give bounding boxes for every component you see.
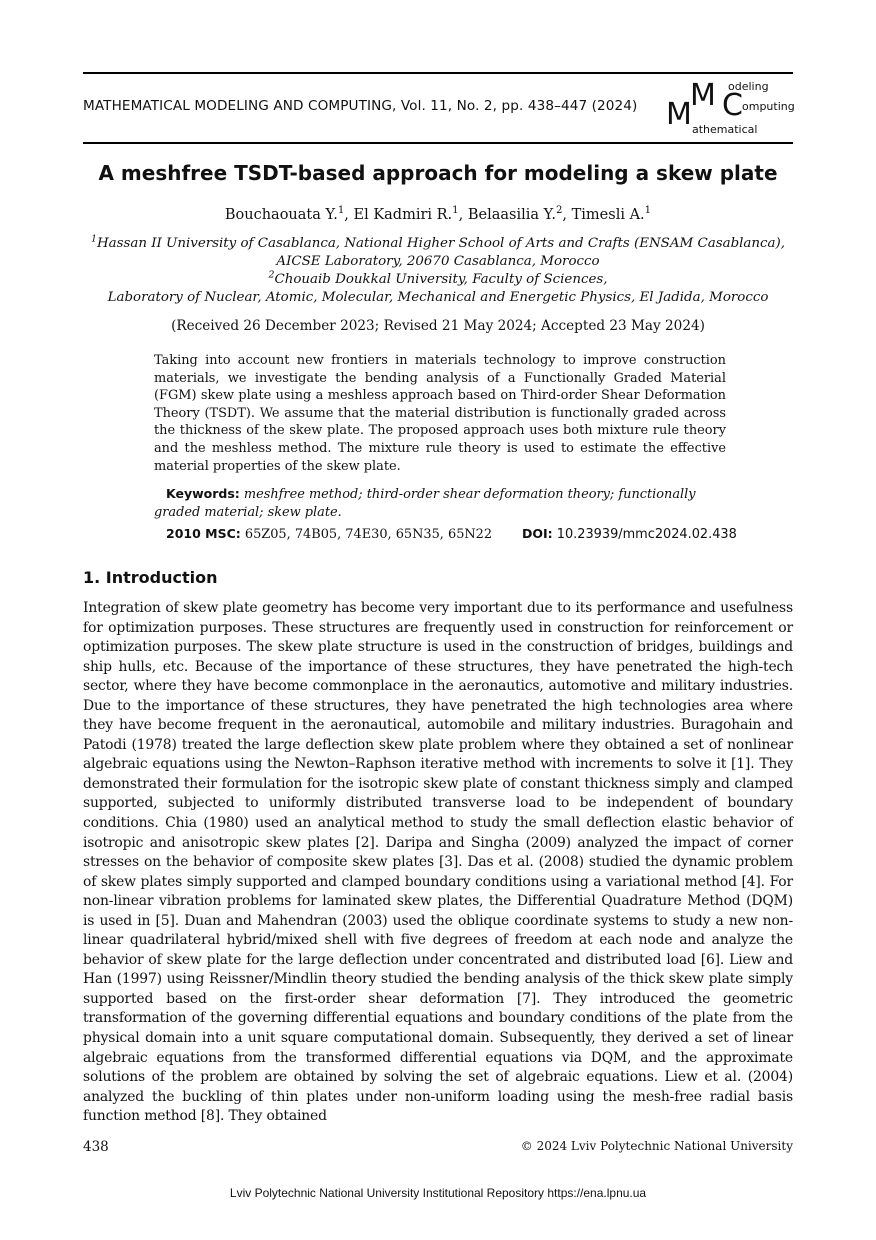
doi-value: 10.23939/mmc2024.02.438 bbox=[556, 527, 737, 542]
affiliation-2-line-2: Laboratory of Nuclear, Atomic, Molecular, Mechanical and Energetic Physics, El Jadida, Morocco bbox=[107, 290, 769, 305]
abstract: Taking into account new frontiers in materials technology to improve construction materials, we investigate the bending analysis of a Functionally Graded Material (FGM) skew plate using a meshless approach based on Third-order Shear Deformation Theory (TSDT). We assume that the material distribution is functionally graded across the thickness of the skew plate. The proposed approach uses both mixture rule theory and the meshless method. The mixture rule theory is used to estimate the effective material properties of the skew plate. bbox=[154, 353, 726, 474]
affiliation-1-line-1: $^1$Hassan II University of Casablanca, National Higher School of Arts and Crafts (ENSAM Casablanca), bbox=[90, 233, 786, 251]
author-affiliation-mark: 1 bbox=[644, 205, 652, 217]
logo-word-athematical: athematical bbox=[692, 123, 758, 136]
affiliation-mark: 2 bbox=[268, 269, 275, 281]
body-text: Integration of skew plate geometry has become very important due to its performance and usefulness for optimization purposes. These structures are frequently used in construction for reinforcement or optimization purposes. The skew plate structure is used in the construction of bridges, buildings and ship hulls, etc. Because of the importance of these structures, they have penetrated the high-tech sector, where they have become commonplace in the aeronautics, automotive and military industries. Due to the importance of these structures, they have penetrated the high technologies area where they have become frequent in the aeronautical, automobile and military industries. Buragohain and Patodi (1978) treated the large deflection skew plate problem where they obtained a set of nonlinear algebraic equations using the Newton–Raphson iterative method with increments to solve it [1]. They demonstrated their formulation for the isotropic skew plate of constant thickness simply and clamped supported, subjected to uniformly distributed transverse load to be independent of boundary conditions. Chia (1980) used an analytical method to study the small deflection elastic behavior of isotropic and anisotropic skew plates [2]. Daripa and Singha (2009) analyzed the impact of corner stresses on the behavior of composite skew plates [3]. Das et al. (2008) studied the dynamic problem of skew plates simply supported and clamped boundary conditions using a variational method [4]. For non-linear vibration problems for laminated skew plates, the Differential Quadrature Method (DQM) is used in [5]. Duan and Mahendran (2003) used the oblique coordinate systems to study a new non-linear quadrilateral hybrid/mixed shell with five degrees of freedom at each node and analyze the behavior of skew plate for the large deflection under concentrated and distributed load [6]. Liew and Han (1997) using Reissner/Mindlin theory studied the bending analysis of the thick skew plate simply supported based on the first-order shear deformation [7]. They introduced the geometric transformation of the governing differential equations and boundary conditions of the plate from the physical domain into a unit square computational domain. Subsequently, they derived a set of linear algebraic equations from the transformed differential equations via DQM, and the approximate solutions of the problem are obtained by solving the set of algebraic equations. Liew et al. (2004) analyzed the buckling of thin plates under non-uniform loading using the mesh-free radial basis function method [8]. They obtained bbox=[83, 600, 793, 1125]
author-affiliation-mark: 1 bbox=[452, 205, 459, 217]
received-dates: (Received 26 December 2023; Revised 21 May 2024; Accepted 23 May 2024) bbox=[171, 318, 705, 334]
author-name: El Kadmiri R. bbox=[353, 207, 453, 223]
doi-label: DOI: bbox=[522, 526, 553, 541]
author-name: Belaasilia Y. bbox=[467, 207, 556, 223]
msc-value: 65Z05, 74B05, 74E30, 65N35, 65N22 bbox=[244, 527, 493, 542]
section-number: 1. bbox=[83, 568, 101, 587]
keywords-label: Keywords: bbox=[166, 486, 240, 501]
author-name: Bouchaouata Y. bbox=[224, 207, 338, 223]
header-top-rule bbox=[83, 72, 793, 74]
author-name: Timesli A. bbox=[571, 207, 645, 223]
author-list: Bouchaouata Y.$^1$, El Kadmiri R.$^1$, Belaasilia Y.$^2$, Timesli A.$^1$ bbox=[224, 205, 652, 223]
paper-title: A meshfree TSDT-based approach for modeling a skew plate bbox=[98, 161, 778, 185]
page-number: 438 bbox=[83, 1139, 109, 1155]
repository-footer: Lviv Polytechnic National University Institutional Repository https://ena.lpnu.ua bbox=[229, 1186, 647, 1200]
keywords-text: meshfree method; third-order shear deformation theory; functionally graded material; skew plate. bbox=[154, 487, 696, 520]
affiliation-2-line-1: $^2$Chouaib Doukkal University, Faculty of Sciences, bbox=[268, 269, 608, 287]
journal-citation: MATHEMATICAL MODELING AND COMPUTING, Vol. 11, No. 2, pp. 438–447 (2024) bbox=[83, 98, 638, 114]
author-affiliation-mark: 1 bbox=[337, 205, 345, 217]
logo-letter-c: C bbox=[722, 88, 743, 123]
logo-letter-m1: M bbox=[666, 97, 692, 132]
header-bottom-rule bbox=[83, 142, 793, 144]
section-heading bbox=[83, 568, 218, 587]
msc-classification bbox=[166, 526, 492, 542]
journal-logo bbox=[666, 78, 796, 138]
keywords bbox=[154, 485, 726, 521]
logo-letter-m2: M bbox=[690, 78, 716, 113]
logo-word-omputing: omputing bbox=[742, 100, 795, 113]
affiliation-mark: 1 bbox=[90, 233, 97, 245]
doi bbox=[522, 526, 737, 542]
copyright-notice: © 2024 Lviv Polytechnic National University bbox=[520, 1139, 793, 1153]
affiliation-1-line-2: AICSE Laboratory, 20670 Casablanca, Morocco bbox=[276, 254, 600, 269]
author-affiliation-mark: 2 bbox=[555, 205, 563, 217]
msc-label: 2010 MSC: bbox=[166, 526, 241, 541]
section-title: Introduction bbox=[105, 568, 218, 587]
logo-word-odeling: odeling bbox=[728, 80, 769, 93]
